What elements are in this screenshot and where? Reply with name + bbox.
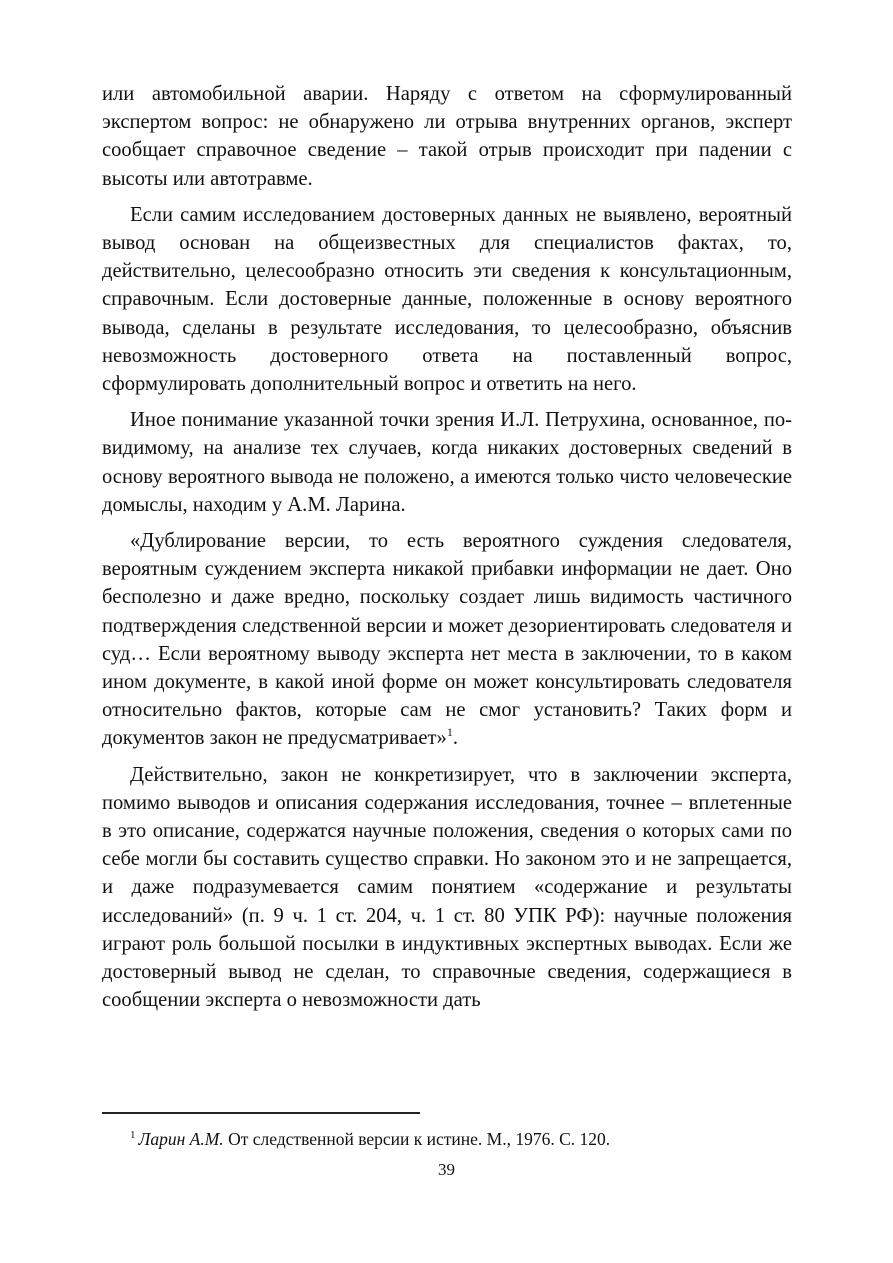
paragraph-1: или автомобильной аварии. Наряду с ответом на сформулированный экспертом вопрос: не обнаружено ли отрыва внутренних органов, эксперт сообщает справочное сведение – такой отрыв происходит при падении с высоты или автотравме.	[102, 83, 792, 190]
paragraph-2: Если самим исследованием достоверных данных не выявлено, вероятный вывод основан на общеизвестных для специалистов фактах, то, действительно, целесообразно относить эти сведения к консультационным, справочным. Если достоверные данные, положенные в основу вероятного вывода, сделаны в результате исследования, то целесообразно, объяснив невозможность достоверного ответа на поставленный вопрос, сформулировать дополнительный вопрос и ответить на него.	[102, 203, 792, 396]
page-number: 39	[438, 1160, 455, 1179]
footnote-divider	[102, 1112, 420, 1114]
quote-text: «Дублирование версии, то есть вероятного суждения следователя, вероятным суждением эксперта никакой прибавки информации не дает. Оно бесполезно и даже вредно, поскольку создает лишь видимость частичного подтверждения следственной версии и может дезориентировать следователя и суд… Если вероятному выводу эксперта нет места в заключении, то в каком ином документе, в какой иной форме он может консультировать следователя относительно фактов, которые сам не смог установить? Таких форм и документов закон не предусматривает»	[102, 530, 792, 750]
quote-tail: .	[452, 727, 458, 750]
paragraph-3: Иное понимание указанной точки зрения И.Л. Петрухина, основанное, по-видимому, на анализе тех случаев, когда никаких достоверных сведений в основу вероятного вывода не положено, а имеются только чисто человеческие домыслы, находим у А.М. Ларина.	[102, 409, 792, 516]
footnote-reference[interactable]: 1	[446, 725, 453, 740]
paragraph-4-quote	[102, 527, 792, 753]
footnote-text: От следственной версии к истине. М., 1976. С. 120.	[228, 1129, 611, 1149]
footnote-author: Ларин А.М.	[138, 1129, 224, 1149]
page-body	[102, 80, 792, 1023]
paragraph-5: Действительно, закон не конкретизирует, что в заключении эксперта, помимо выводов и описания содержания исследования, точнее – вплетенные в это описание, содержатся научные положения, сведения о которых сами по себе могли бы составить существо справки. Но законом это и не запрещается, и даже подразумевается самим понятием «содержание и результаты исследований» (п. 9 ч. 1 ст. 204, ч. 1 ст. 80 УПК РФ): научные положения играют роль большой посылки в индуктивных экспертных выводах. Если же достоверный вывод не сделан, то справочные сведения, содержащиеся в сообщении эксперта о невозможности дать	[102, 763, 792, 1012]
footnote	[130, 1128, 770, 1150]
footnote-marker: 1	[130, 1129, 136, 1142]
